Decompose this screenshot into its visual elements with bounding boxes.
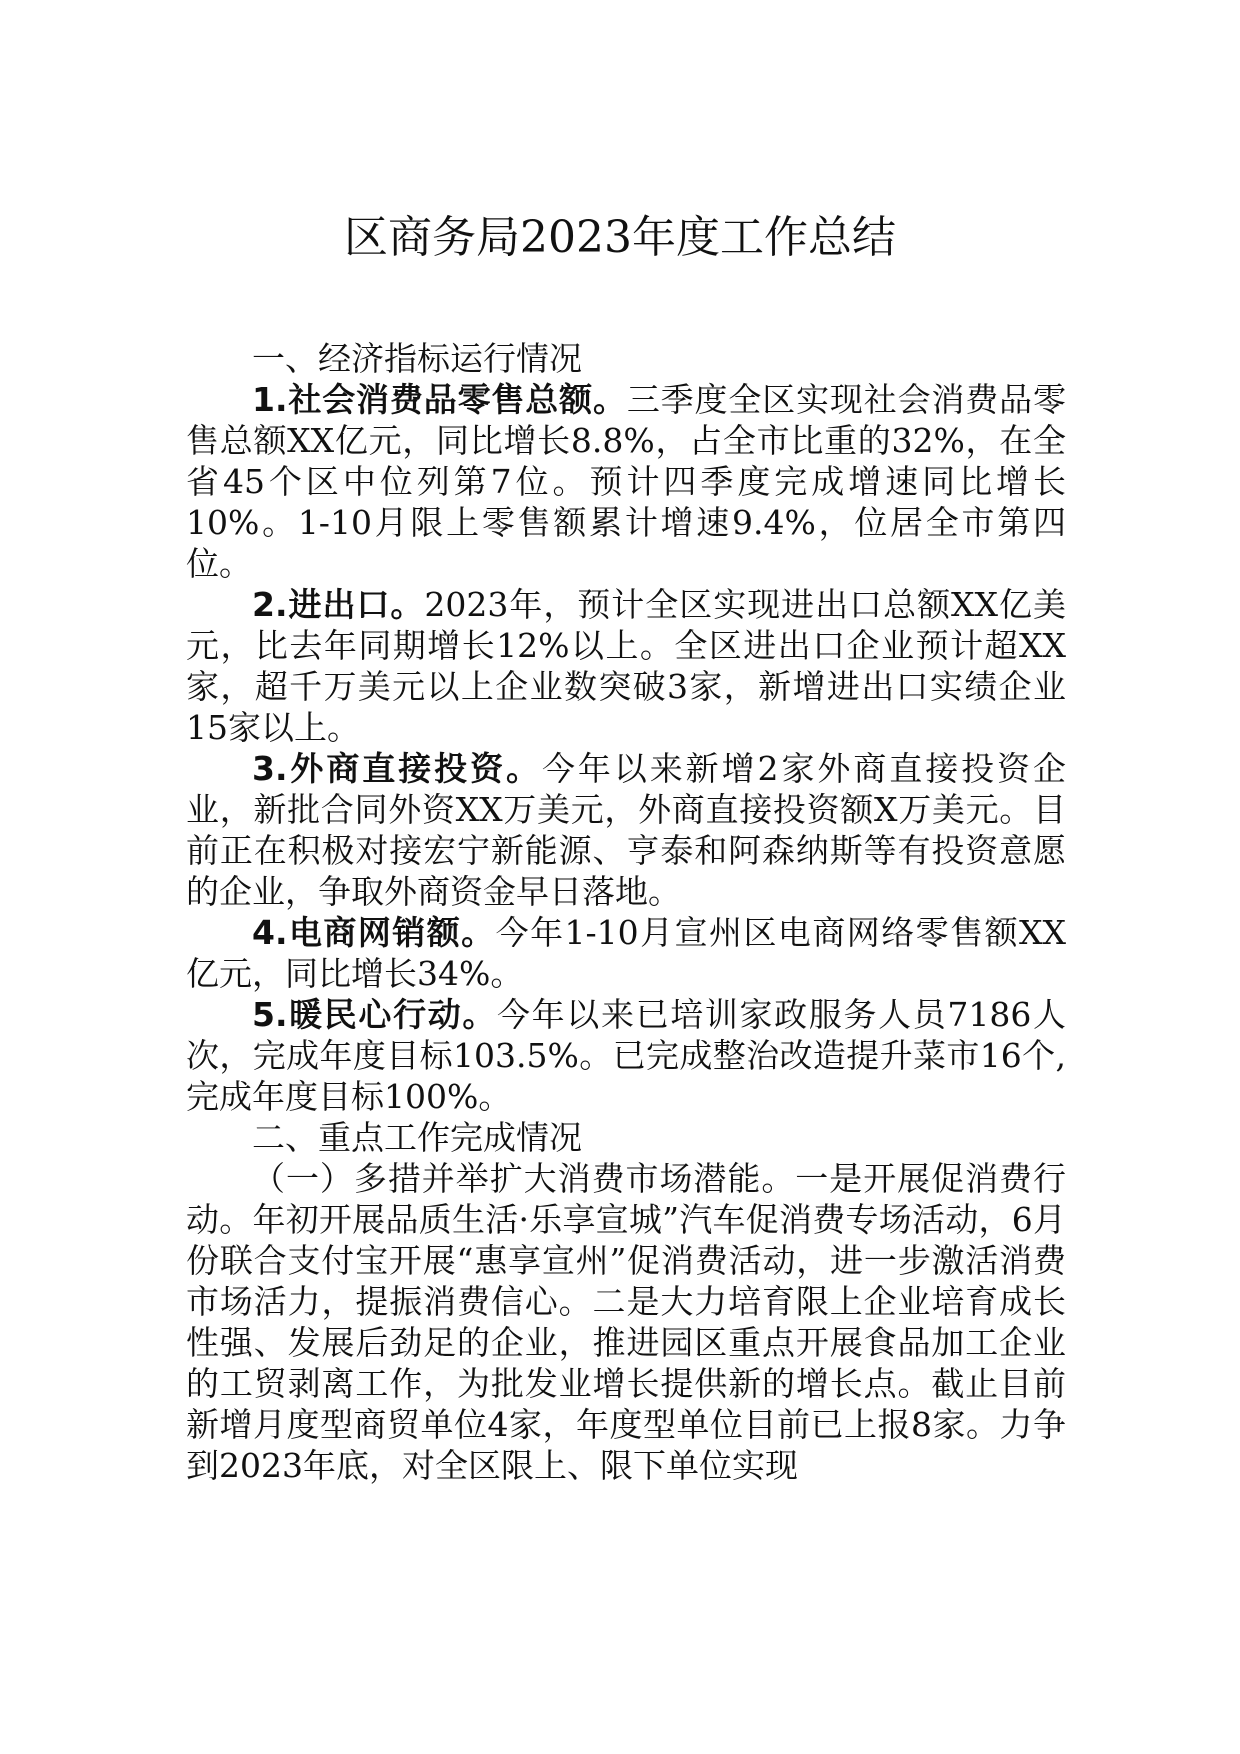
- paragraph-text: 今年1-10月宣州区电商网络零售额XX亿元，同比增长34%。: [186, 913, 1066, 993]
- paragraph-text: 今年以来已培训家政服务人员7186人次，完成年度目标103.5%。已完成整治改造提升菜市16个,完成年度目标100%。: [186, 995, 1067, 1116]
- document-body: [186, 338, 1066, 1486]
- paragraph-foreign-investment: [186, 748, 1066, 912]
- section-heading-key-work: 二、重点工作完成情况: [252, 1118, 582, 1157]
- paragraph-text: （一）多措并举扩大消费市场潜能。一是开展促消费行动。年初开展品质生活·乐享宣城”汽车促消费专场活动，6月份联合支付宝开展“惠享宣州”促消费活动，进一步激活消费市场活力，提振消费信心。二是大力培育限上企业培育成长性强、发展后劲足的企业，推进园区重点开展食品加工企业的工贸剥离工作，为批发业增长提供新的增长点。截止目前新增月度型商贸单位4家，年度型单位目前已上报8家。力争到2023年底，对全区限上、限下单位实现: [186, 1159, 1066, 1485]
- paragraph-text: 今年以来新增2家外商直接投资企业，新批合同外资XX万美元，外商直接投资额X万美元。目前正在积极对接宏宁新能源、亨泰和阿森纳斯等有投资意愿的企业，争取外商资金早日落地。: [186, 749, 1066, 911]
- paragraph-lead: 4.电商网销额。: [252, 913, 496, 952]
- paragraph-lead: 2.进出口。: [252, 585, 425, 624]
- section-heading-economic-indicators: 一、经济指标运行情况: [252, 339, 582, 378]
- paragraph-import-export: [186, 584, 1066, 748]
- paragraph-text: 2023年，预计全区实现进出口总额XX亿美元，比去年同期增长12%以上。全区进出口企业预计超XX家，超千万美元以上企业数突破3家，新增进出口实绩企业15家以上。: [186, 585, 1067, 747]
- document-title: 区商务局2023年度工作总结: [344, 212, 896, 263]
- paragraph-retail-sales: [186, 379, 1066, 584]
- paragraph-ecommerce-sales: [186, 912, 1066, 994]
- paragraph-livelihood-action: [186, 994, 1066, 1117]
- paragraph-lead: 3.外商直接投资。: [252, 749, 542, 788]
- paragraph-consumption-market: [186, 1158, 1066, 1486]
- paragraph-lead: 1.社会消费品零售总额。: [252, 380, 627, 419]
- paragraph-text: 三季度全区实现社会消费品零售总额XX亿元，同比增长8.8%，占全市比重的32%，在全省45个区中位列第7位。预计四季度完成增速同比增长10%。1-10月限上零售额累计增速9.4%，位居全市第四位。: [186, 380, 1067, 583]
- paragraph-lead: 5.暖民心行动。: [252, 995, 498, 1034]
